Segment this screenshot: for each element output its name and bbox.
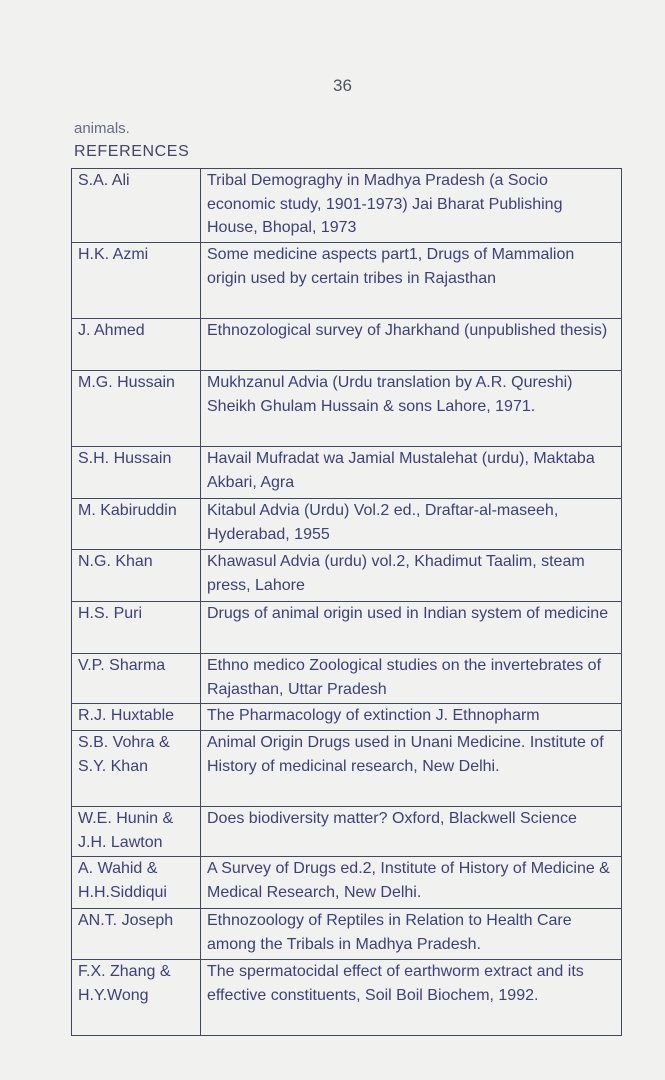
reference-author: AN.T. Joseph	[72, 909, 201, 960]
reference-row	[72, 807, 622, 857]
lead-text: animals.	[74, 120, 130, 137]
reference-author: A. Wahid & H.H.Siddiqui	[72, 857, 201, 909]
reference-row	[72, 550, 622, 602]
reference-row	[72, 731, 622, 807]
reference-row	[72, 960, 622, 1036]
reference-author: S.A. Ali	[72, 169, 201, 243]
reference-row	[72, 169, 622, 243]
reference-row	[72, 654, 622, 704]
reference-work: Some medicine aspects part1, Drugs of Mammalion origin used by certain tribes in Rajasthan	[201, 243, 622, 319]
reference-row	[72, 243, 622, 319]
reference-author: H.S. Puri	[72, 602, 201, 654]
reference-author: V.P. Sharma	[72, 654, 201, 704]
reference-work: The Pharmacology of extinction J. Ethnopharm	[201, 704, 622, 731]
reference-author: J. Ahmed	[72, 319, 201, 371]
reference-work: Ethno medico Zoological studies on the invertebrates of Rajasthan, Uttar Pradesh	[201, 654, 622, 704]
reference-work: Drugs of animal origin used in Indian system of medicine	[201, 602, 622, 654]
reference-work: Kitabul Advia (Urdu) Vol.2 ed., Draftar-al-maseeh, Hyderabad, 1955	[201, 499, 622, 550]
reference-work: Ethnozological survey of Jharkhand (unpublished thesis)	[201, 319, 622, 371]
reference-row	[72, 857, 622, 909]
reference-row	[72, 371, 622, 447]
reference-work: Ethnozoology of Reptiles in Relation to Health Care among the Tribals in Madhya Pradesh.	[201, 909, 622, 960]
reference-author: W.E. Hunin & J.H. Lawton	[72, 807, 201, 857]
reference-row	[72, 447, 622, 499]
reference-work: Does biodiversity matter? Oxford, Blackwell Science	[201, 807, 622, 857]
reference-row	[72, 602, 622, 654]
reference-work: The spermatocidal effect of earthworm extract and its effective constituents, Soil Boil Biochem, 1992.	[201, 960, 622, 1036]
reference-author: S.H. Hussain	[72, 447, 201, 499]
reference-row	[72, 319, 622, 371]
references-heading: REFERENCES	[74, 143, 190, 160]
reference-work: Animal Origin Drugs used in Unani Medicine. Institute of History of medicinal research, New Delhi.	[201, 731, 622, 807]
reference-work: Mukhzanul Advia (Urdu translation by A.R. Qureshi) Sheikh Ghulam Hussain & sons Lahore, 1971.	[201, 371, 622, 447]
reference-author: M.G. Hussain	[72, 371, 201, 447]
reference-row	[72, 704, 622, 731]
reference-author: R.J. Huxtable	[72, 704, 201, 731]
reference-author: N.G. Khan	[72, 550, 201, 602]
page-number: 36	[333, 76, 352, 95]
reference-row	[72, 909, 622, 960]
reference-work: Khawasul Advia (urdu) vol.2, Khadimut Taalim, steam press, Lahore	[201, 550, 622, 602]
reference-work: A Survey of Drugs ed.2, Institute of History of Medicine & Medical Research, New Delhi.	[201, 857, 622, 909]
reference-row	[72, 499, 622, 550]
reference-work: Tribal Demograghy in Madhya Pradesh (a Socio economic study, 1901-1973) Jai Bharat Publishing House, Bhopal, 1973	[201, 169, 622, 243]
reference-author: M. Kabiruddin	[72, 499, 201, 550]
reference-author: H.K. Azmi	[72, 243, 201, 319]
references-table	[71, 168, 622, 1036]
reference-work: Havail Mufradat wa Jamial Mustalehat (urdu), Maktaba Akbari, Agra	[201, 447, 622, 499]
reference-author: S.B. Vohra & S.Y. Khan	[72, 731, 201, 807]
reference-author: F.X. Zhang & H.Y.Wong	[72, 960, 201, 1036]
